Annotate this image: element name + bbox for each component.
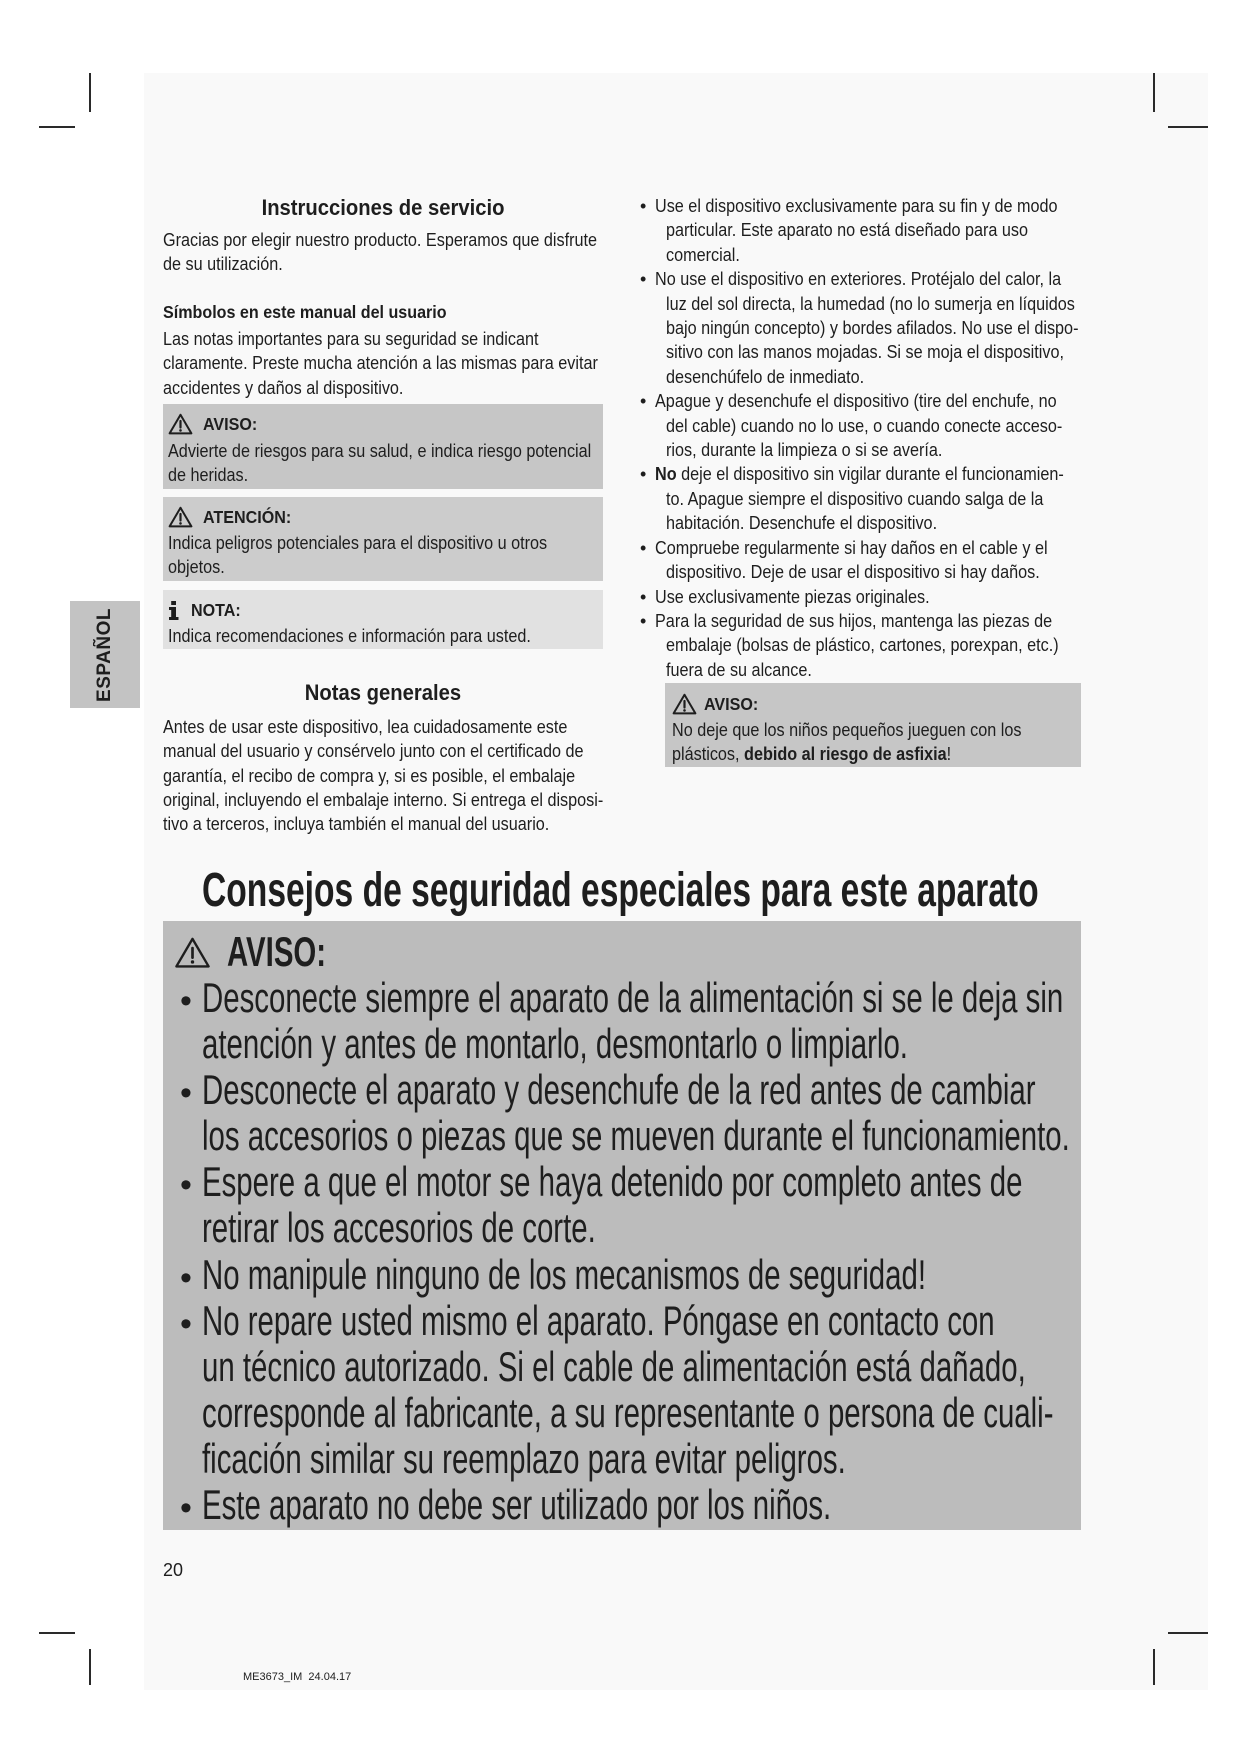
- bullet-item: [180, 1252, 1075, 1298]
- bullet-item: [180, 1482, 1075, 1528]
- bullet-line: Para la seguridad de sus hijos, mantenga las piezas de: [655, 610, 1053, 631]
- general-notes-title: Notas generales: [304, 680, 462, 705]
- text-line: objetos.: [168, 557, 225, 578]
- bullet-line: un técnico autorizado. Si el cable de alimentación está dañado,: [202, 1342, 1026, 1390]
- bullet-line: dispositivo. Deje de usar el dispositivo si hay daños.: [666, 562, 1040, 583]
- caution-label: ATENCIÓN:: [203, 507, 292, 527]
- text-line: Indica recomendaciones e información para usted.: [168, 626, 531, 646]
- children-warning-text: [672, 718, 1074, 767]
- bullet-item: [640, 462, 1085, 535]
- crop-mark: [39, 126, 75, 128]
- caution-legend-box: [163, 497, 603, 581]
- language-tab: [70, 601, 140, 708]
- bullet-marker: [640, 536, 646, 560]
- note-description: [168, 624, 598, 648]
- caution-label-row: [168, 505, 299, 529]
- bullet-line: bajo ningún concepto) y bordes afilados. No use el dispo-: [666, 318, 1079, 339]
- general-notes-title-block: [163, 679, 603, 707]
- bullet-line: fuera de su alcance.: [666, 659, 812, 680]
- bullet-line: to. Apague siempre el dispositivo cuando salga de la: [666, 488, 1044, 509]
- text-line: Gracias por elegir nuestro producto. Esperamos que disfrute: [163, 230, 598, 250]
- bullet-line: Este aparato no debe ser utilizado por los niños.: [202, 1481, 832, 1529]
- warning-triangle-icon: [672, 693, 697, 715]
- general-notes-paragraph: [163, 715, 603, 836]
- warning-legend-box: [163, 404, 603, 489]
- print-code: ME3673_IM 24.04.17: [243, 1671, 352, 1683]
- note-legend-box: [163, 590, 603, 649]
- special-warning-label-row: [174, 929, 369, 975]
- bullet-line: corresponde al fabricante, a su representante o persona de cuali-: [202, 1388, 1054, 1436]
- bullet-item: [640, 194, 1085, 267]
- info-icon: [168, 601, 180, 620]
- bullet-item: [640, 585, 1085, 609]
- text-line: accidentes y daños al dispositivo.: [163, 377, 404, 398]
- bullet-line: embalaje (bolsas de plástico, cartones, porexpan, etc.): [666, 635, 1059, 656]
- special-safety-title-block: [202, 863, 1082, 919]
- bullet-item: [640, 609, 1085, 682]
- bullet-marker: [640, 194, 646, 218]
- special-safety-list: [180, 975, 1075, 1528]
- text-line: manual del usuario y consérvelo junto con el certificado de: [163, 741, 584, 762]
- bullet-line: comercial.: [666, 244, 740, 265]
- special-safety-title: Consejos de seguridad especiales para este aparato: [202, 864, 1039, 917]
- text-line: Las notas importantes para su seguridad se indicant: [163, 329, 539, 349]
- bullet-marker: [180, 1301, 192, 1347]
- bullet-line: Apague y desenchufe el dispositivo (tire del enchufe, no: [655, 391, 1057, 412]
- symbols-paragraph: [163, 327, 603, 400]
- bullet-marker: [640, 389, 646, 413]
- bullet-item: [180, 975, 1075, 1067]
- warning-label: AVISO:: [203, 414, 258, 434]
- bullet-line: retirar los accesorios de corte.: [202, 1204, 596, 1252]
- bullet-marker: [640, 462, 646, 486]
- crop-mark: [1153, 73, 1155, 112]
- bullet-line: desenchúfelo de inmediato.: [666, 366, 865, 387]
- bullet-line: Desconecte siempre el aparato de la alimentación si se le deja sin: [202, 974, 1064, 1021]
- warning-triangle-icon: [174, 936, 211, 969]
- intro-paragraph: [163, 228, 603, 277]
- text-line: plásticos, debido al riesgo de asfixia!: [672, 744, 952, 765]
- bullet-line: No manipule ninguno de los mecanismos de seguridad!: [202, 1250, 927, 1298]
- bullet-marker: [640, 609, 646, 633]
- text-line: original, incluyendo el embalaje interno. Si entrega el disposi-: [163, 789, 604, 810]
- bullet-line: habitación. Desenchufe el dispositivo.: [666, 513, 938, 534]
- bullet-line: Use el dispositivo exclusivamente para su fin y de modo: [655, 196, 1058, 216]
- bullet-line: particular. Este aparato no está diseñado para uso: [666, 220, 1029, 241]
- warning-triangle-icon: [168, 413, 193, 435]
- special-warning-label: AVISO:: [227, 928, 327, 975]
- text-line: Indica peligros potenciales para el dispositivo u otros: [168, 533, 548, 553]
- bullet-line: los accesorios o piezas que se mueven durante el funcionamiento.: [202, 1112, 1070, 1160]
- crop-mark: [1168, 126, 1208, 128]
- bullet-item: [180, 1298, 1075, 1482]
- crop-mark: [89, 1649, 91, 1685]
- bullet-item: [640, 267, 1085, 389]
- text-line: No deje que los niños pequeños jueguen con los: [672, 720, 1022, 740]
- bullet-line: ficación similar su reemplazo para evitar peligros.: [202, 1434, 846, 1482]
- bullet-item: [180, 1067, 1075, 1159]
- bullet-line: Compruebe regularmente si hay daños en el cable y el: [655, 537, 1048, 558]
- symbols-heading-block: [163, 300, 603, 324]
- bullet-marker: [640, 267, 646, 291]
- bullet-marker: [180, 1070, 192, 1116]
- bullet-line: No use el dispositivo en exteriores. Protéjalo del calor, la: [655, 269, 1062, 290]
- page-number: 20: [163, 1560, 184, 1580]
- page-title: Instrucciones de servicio: [261, 195, 505, 220]
- intro-title-block: [163, 194, 603, 222]
- bullet-marker: [180, 978, 192, 1024]
- text-line: claramente. Preste mucha atención a las mismas para evitar: [163, 353, 598, 374]
- crop-mark: [89, 73, 91, 112]
- children-warning-box: [665, 683, 1081, 767]
- children-warning-label-row: [672, 692, 763, 716]
- warning-description: [168, 439, 598, 488]
- bullet-line: rios, durante la limpieza o si se avería.: [666, 440, 943, 461]
- special-warning-box: [163, 921, 1081, 1530]
- text-line: garantía, el recibo de compra y, si es posible, el embalaje: [163, 765, 576, 786]
- note-label-row: [168, 598, 245, 622]
- text-line: Advierte de riesgos para su salud, e indica riesgo potencial: [168, 441, 592, 461]
- bullet-line: Desconecte el aparato y desenchufe de la red antes de cambiar: [202, 1066, 1036, 1114]
- symbols-heading: Símbolos en este manual del usuario: [163, 302, 447, 322]
- crop-mark: [1153, 1649, 1155, 1685]
- bullet-item: [640, 389, 1085, 462]
- text-line: de su utilización.: [163, 254, 283, 275]
- bullet-marker: [180, 1162, 192, 1208]
- bold-text: No: [655, 464, 677, 485]
- warning-label-row: [168, 412, 262, 436]
- bullet-item: [180, 1159, 1075, 1251]
- text-line: tivo a terceros, incluya también el manual del usuario.: [163, 814, 550, 835]
- caution-triangle-icon: [168, 506, 193, 528]
- bullet-line: Espere a que el motor se haya detenido por completo antes de: [202, 1158, 1023, 1206]
- bullet-line: No deje el dispositivo sin vigilar durante el funcionamien-: [655, 464, 1064, 485]
- bullet-line: luz del sol directa, la humedad (no lo sumerja en líquidos: [666, 293, 1075, 314]
- bullet-line: del cable) cuando no lo use, o cuando conecte acceso-: [666, 415, 1063, 436]
- children-warning-label: AVISO:: [704, 694, 759, 714]
- general-notes-list: [640, 194, 1085, 682]
- bullet-line: atención y antes de montarlo, desmontarlo o limpiarlo.: [202, 1020, 908, 1068]
- text-line: Antes de usar este dispositivo, lea cuidadosamente este: [163, 717, 568, 737]
- language-tab-label: ESPAÑOL: [94, 607, 115, 702]
- bold-text: debido al riesgo de asfixia: [744, 744, 947, 765]
- text-line: de heridas.: [168, 465, 249, 486]
- note-label: NOTA:: [191, 600, 241, 620]
- bullet-item: [640, 536, 1085, 585]
- caution-description: [168, 531, 598, 580]
- bullet-marker: [180, 1255, 192, 1301]
- crop-mark: [39, 1632, 75, 1634]
- bullet-line: No repare usted mismo el aparato. Póngase en contacto con: [202, 1296, 995, 1344]
- bullet-line: Use exclusivamente piezas originales.: [655, 586, 930, 607]
- crop-mark: [1168, 1632, 1208, 1634]
- bullet-line: sitivo con las manos mojadas. Si se moja el dispositivo,: [666, 342, 1064, 363]
- bullet-marker: [640, 585, 646, 609]
- bullet-marker: [180, 1485, 192, 1530]
